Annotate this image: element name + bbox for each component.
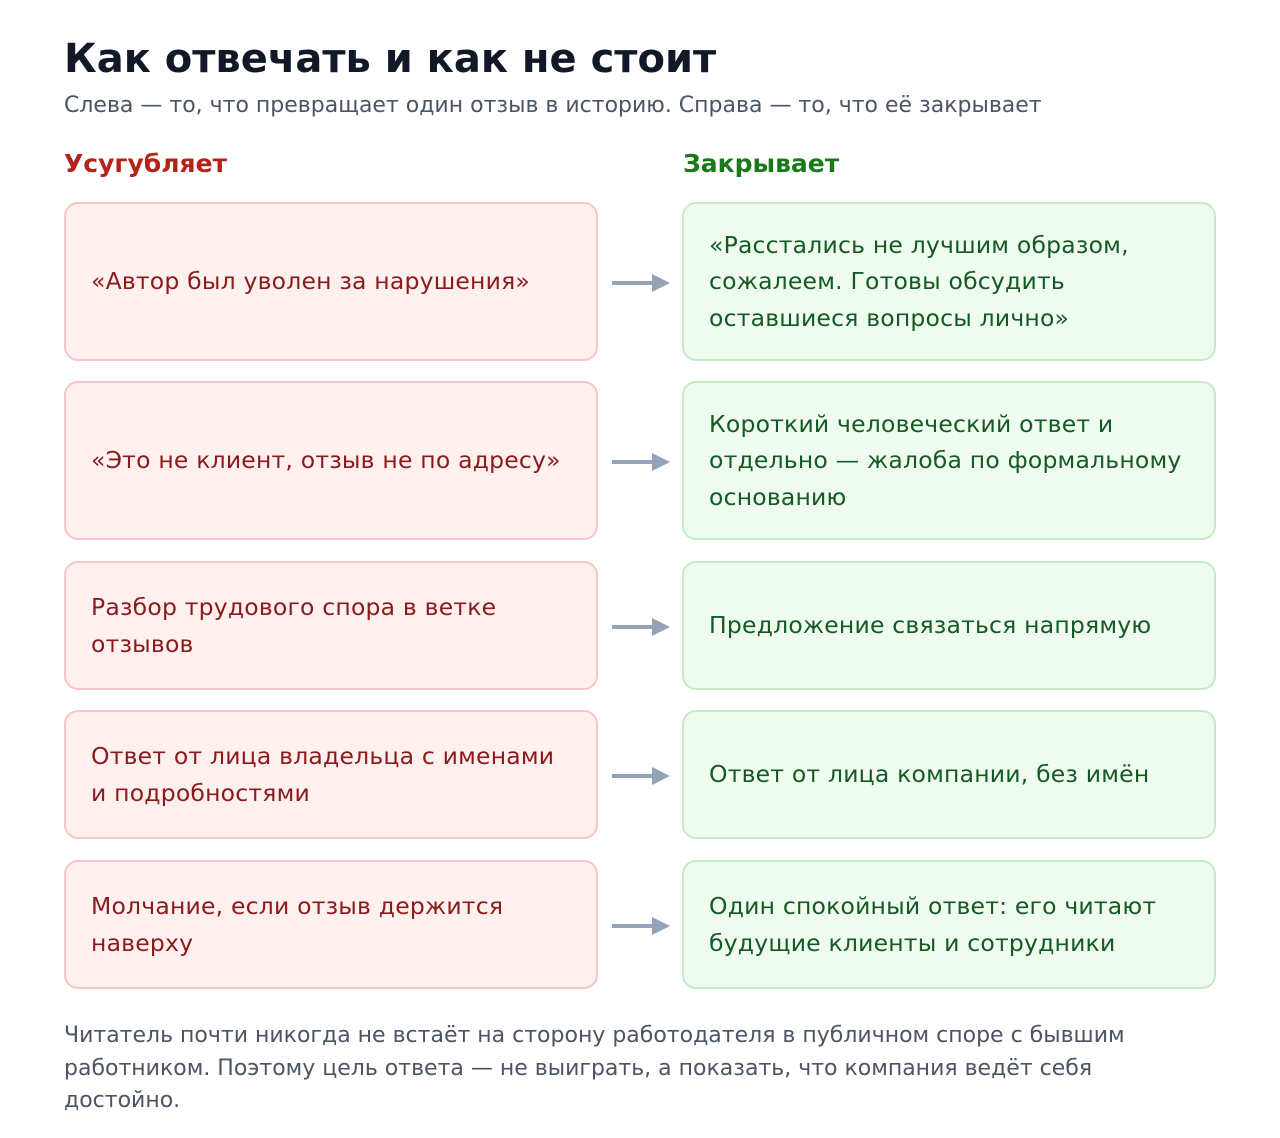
arrow-right-icon — [612, 272, 670, 294]
comparison-row — [64, 561, 1217, 690]
bad-response-text: Разбор трудового спора в ветке отзывов — [91, 593, 497, 658]
good-response-text: Предложение связаться напрямую — [709, 611, 1152, 640]
bad-response-card — [64, 202, 598, 361]
good-response-card — [682, 381, 1216, 540]
bad-response-text: Молчание, если отзыв держится наверху — [91, 892, 504, 957]
comparison-row — [64, 710, 1217, 839]
bad-response-card — [64, 381, 598, 540]
page-title: Как отвечать и как не стоит — [64, 36, 717, 82]
comparison-row — [64, 860, 1217, 989]
arrow-right-icon — [612, 451, 670, 473]
good-response-text: Короткий человеческий ответ и отдельно — жалоба по формальному основанию — [709, 409, 1182, 511]
arrow-right-icon — [612, 616, 670, 638]
footnote: Читатель почти никогда не встаёт на сторону работодателя в публичном споре с бывшим работником. Поэтому цель ответа — не выиграть, а показать, что компания ведёт себя достойно. — [64, 1023, 1125, 1113]
bad-response-card — [64, 561, 598, 690]
good-response-text: Один спокойный ответ: его читают будущие клиенты и сотрудники — [709, 892, 1157, 957]
column-header-closes: Закрывает — [683, 149, 840, 178]
bad-response-text: «Автор был уволен за нарушения» — [91, 267, 531, 296]
arrow-right-icon — [612, 915, 670, 937]
good-response-card — [682, 860, 1216, 989]
bad-response-text: Ответ от лица владельца с именами и подробностями — [91, 742, 555, 807]
bad-response-card — [64, 860, 598, 989]
good-response-card — [682, 561, 1216, 690]
comparison-row — [64, 381, 1217, 540]
good-response-text: «Расстались не лучшим образом, сожалеем. Готовы обсудить оставшиеся вопросы лично» — [709, 230, 1129, 332]
good-response-card — [682, 202, 1216, 361]
column-header-worsens: Усугубляет — [64, 149, 228, 178]
good-response-text: Ответ от лица компании, без имён — [709, 760, 1150, 789]
arrow-right-icon — [612, 765, 670, 787]
page-subtitle: Слева — то, что превращает один отзыв в историю. Справа — то, что её закрывает — [64, 93, 1042, 118]
comparison-row — [64, 202, 1217, 361]
good-response-card — [682, 710, 1216, 839]
bad-response-card — [64, 710, 598, 839]
bad-response-text: «Это не клиент, отзыв не по адресу» — [91, 446, 561, 475]
